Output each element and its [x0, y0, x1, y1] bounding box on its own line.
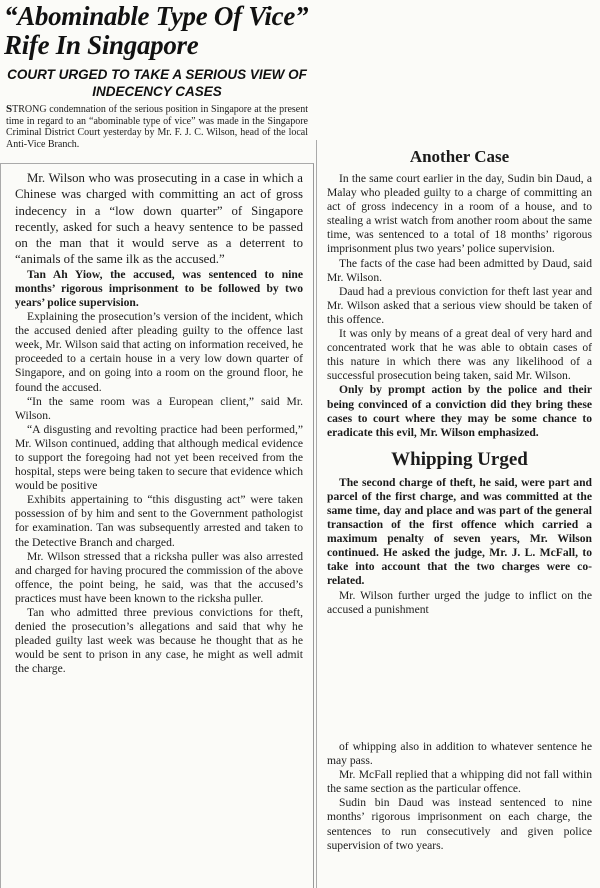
- article-paragraph: Explaining the prosecution’s version of the incident, which the accused denied after pleading guilty to the offence last week, Mr. Wilson said that acting on information received, he proceeded to a certain house in a very low down quarter of Singapore, and on going into a room on the ground floor, he found the accused.: [15, 310, 303, 394]
- article-paragraph: Mr. Wilson stressed that a ricksha puller was also arrested and charged for having procured the commission of the above offence, the point being, he said, was that the accused’s practices must have been known to the ricksha puller.: [15, 549, 303, 605]
- article-paragraph: Tan Ah Yiow, the accused, was sentenced to nine months’ rigorous imprisonment to be followed by two years’ police supervision.: [15, 267, 303, 309]
- headline: “Abominable Type Of Vice” Rife In Singapore: [4, 1, 309, 60]
- article-paragraph: Mr. Wilson further urged the judge to inflict on the accused a punishment: [327, 588, 592, 616]
- article-paragraph: The facts of the case had been admitted by Daud, said Mr. Wilson.: [327, 256, 592, 284]
- section-heading-another-case: Another Case: [409, 147, 510, 166]
- article-paragraph: The second charge of theft, he said, were part and parcel of the first charge, and was committed at the same time, day and place and was part of the general transaction of the first offence which carried a maximum penalty of seven years, Mr. Wilson continued. He asked the judge, Mr. J. L. McFall, to take into account that the two charges were co-related.: [327, 475, 592, 588]
- article-paragraph: of whipping also in addition to whatever sentence he may pass.: [327, 740, 592, 768]
- lede-text: TRONG condemnation of the serious position in Singapore at the present time in regard to an “abominable type of vice” was made in the Singapore Criminal District Court yesterday by Mr. F. J. C. Wilson, head of the local Anti-Vice Branch.: [6, 104, 308, 150]
- right-column: [316, 140, 600, 738]
- article-paragraph: “In the same room was a European client,” said Mr. Wilson.: [15, 394, 303, 422]
- article-paragraph: Sudin bin Daud was instead sentenced to nine months’ rigorous imprisonment on each charge, the sentences to run consecutively and given police supervision of two years.: [327, 796, 592, 852]
- headline-block: [0, 0, 314, 162]
- subheadline: COURT URGED TO TAKE A SERIOUS VIEW OF INDECENCY CASES: [7, 67, 307, 99]
- article-paragraph: “A disgusting and revolting practice had been performed,” Mr. Wilson continued, adding that although medical evidence to support the foregoing had not yet been received from the hospital, steps were being taken to secure that evidence which would be positive: [15, 422, 303, 493]
- article-paragraph: Tan who admitted three previous convictions for theft, denied the prosecution’s allegations and said that why he pleaded guilty last week was because he thought that as he would be sent to prison in any case, he might as well admit the charge.: [15, 606, 303, 676]
- article-paragraph: Only by prompt action by the police and their being convinced of a conviction did they bring these cases to court where they may be some chance to eradicate this evil, Mr. Wilson emphasized.: [327, 383, 592, 439]
- section-heading-whipping-urged: Whipping Urged: [391, 448, 528, 470]
- article-paragraph: Exhibits appertaining to “this disgusting act” were taken possession of by him and sent to the Government pathologist for examination. Tan was subsequently arrested and taken to the Detective Branch and charged.: [15, 493, 303, 549]
- article-paragraph: Mr. McFall replied that a whipping did not fall within the same section as the particular offence.: [327, 768, 592, 796]
- lede-dropcap: S: [6, 103, 13, 115]
- lede-paragraph: [6, 104, 308, 150]
- right-bottom-column: [316, 738, 600, 888]
- article-paragraph: In the same court earlier in the day, Sudin bin Daud, a Malay who pleaded guilty to a charge of committing an act of gross indecency in a room of a house, and to stealing a wrist watch from another room about the same time, was sentenced to a total of 18 months’ rigorous imprisonment plus two years’ police supervision.: [327, 172, 592, 256]
- article-paragraph: Mr. Wilson who was prosecuting in a case in which a Chinese was charged with committing an act of gross indecency in a “low down quarter” of Singapore recently, asked for such a heavy sentence to be passed on the man that it would serve as a deterrent to “animals of the same ilk as the accused.”: [15, 171, 303, 267]
- left-column: [0, 163, 314, 888]
- article-paragraph: Daud had a previous conviction for theft last year and Mr. Wilson asked that a serious view should be taken of this offence.: [327, 284, 592, 326]
- article-paragraph: It was only by means of a great deal of very hard and concentrated work that he was able to obtain cases of this nature in which there was any likelihood of a successful prosecution being taken, said Mr. Wilson.: [327, 327, 592, 383]
